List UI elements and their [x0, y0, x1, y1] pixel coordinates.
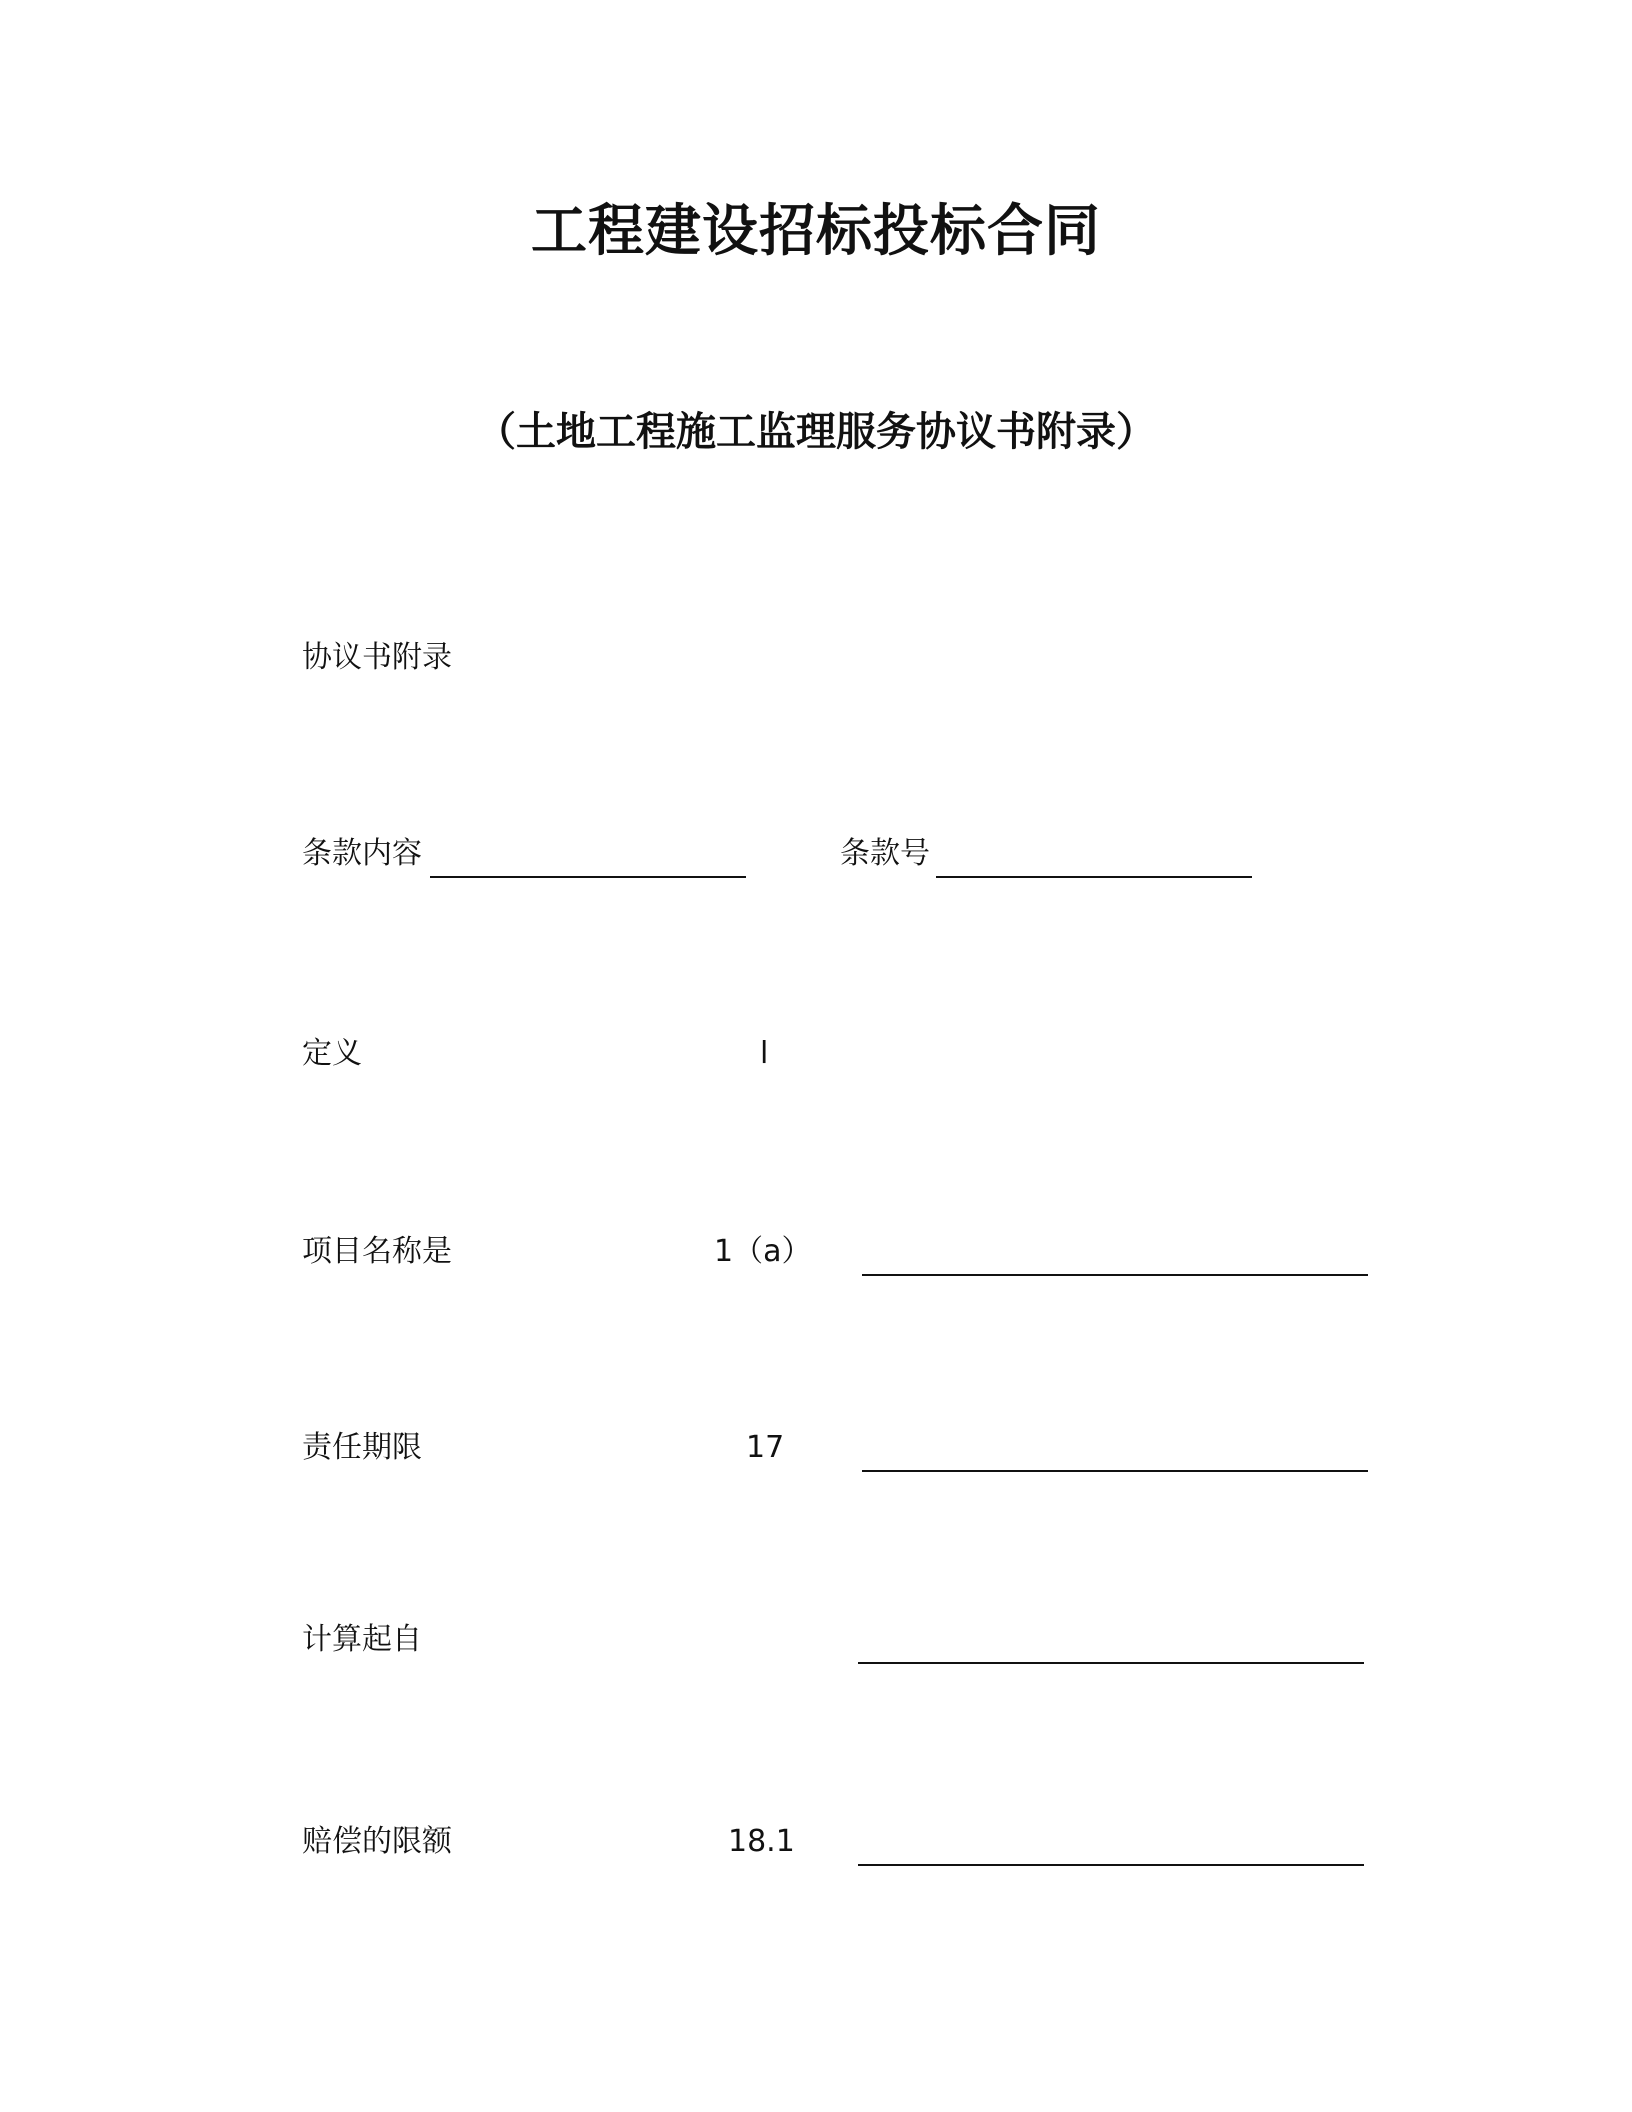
clause-number-blank[interactable] — [936, 876, 1252, 878]
row-label-liability-period: 责任期限 — [302, 1430, 422, 1465]
row-clause-definition: l — [760, 1036, 769, 1071]
liability-period-blank[interactable] — [862, 1470, 1368, 1472]
row-label-compensation-limit: 赔偿的限额 — [302, 1824, 452, 1859]
project-name-blank[interactable] — [862, 1274, 1368, 1276]
clause-content-blank[interactable] — [430, 876, 746, 878]
row-clause-compensation-limit: 18.1 — [728, 1824, 795, 1859]
document-subtitle: （土地工程施工监理服务协议书附录） — [476, 409, 1156, 455]
row-label-definition: 定义 — [302, 1036, 362, 1071]
row-clause-liability-period: 17 — [746, 1430, 785, 1465]
document-title: 工程建设招标投标合同 — [531, 199, 1101, 264]
row-clause-project-name: 1（a） — [714, 1234, 812, 1269]
calculated-from-blank[interactable] — [858, 1662, 1364, 1664]
compensation-limit-blank[interactable] — [858, 1864, 1364, 1866]
section-heading: 协议书附录 — [302, 640, 452, 675]
clause-content-label: 条款内容 — [302, 836, 422, 871]
row-label-calculated-from: 计算起自 — [302, 1622, 422, 1657]
clause-number-label: 条款号 — [840, 836, 930, 871]
row-label-project-name: 项目名称是 — [302, 1234, 452, 1269]
